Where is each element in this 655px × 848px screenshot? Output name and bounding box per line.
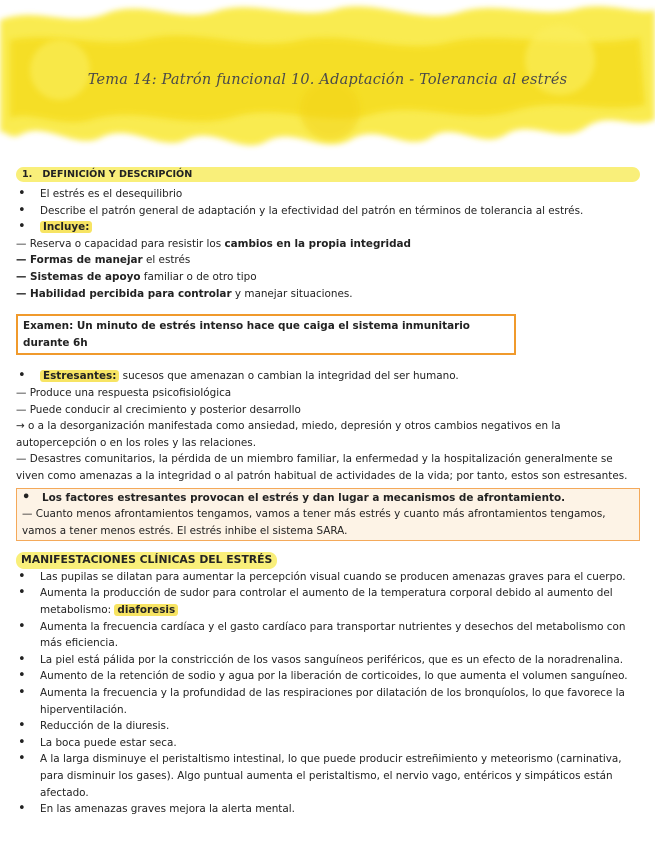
estresantes-label: Estresantes:: [40, 370, 119, 382]
list-item: [16, 219, 640, 236]
section-title: DEFINICIÓN Y DESCRIPCIÓN: [42, 169, 193, 180]
include-bold: — Formas de manejar: [16, 254, 143, 267]
list-item: • La piel está pálida por la constricción de los vasos sanguíneos periféricos, que es un efecto de la noradrenalina.: [16, 652, 640, 669]
section-heading-definicion: [16, 167, 640, 182]
factors-bullet: • Los factores estresantes provocan el estrés y dan lugar a mecanismos de afrontamiento.: [22, 490, 634, 507]
include-line: [16, 236, 640, 253]
list-item: • Las pupilas se dilatan para aumentar la percepción visual cuando se producen amenazas graves para el cuerpo.: [16, 569, 640, 586]
list-item: • A la larga disminuye el peristaltismo intestinal, lo que puede producir estreñimiento y meteorismo (carninativa, para disminuir los gases). Algo puntual aumenta el peristaltismo, el nervio vago, entéricos y simpáticos están afectado.: [16, 751, 640, 801]
list-item: • Aumento de la retención de sodio y agua por la liberación de corticoides, lo que aumenta el volumen sanguíneo.: [16, 668, 640, 685]
include-text: y manejar situaciones.: [231, 287, 353, 300]
include-line: [16, 269, 640, 286]
factors-text: — Cuanto menos afrontamientos tengamos, vamos a tener más estrés y cuanto más afrontamientos tengamos, vamos a tener menos estrés. El estrés inhibe el sistema SARA.: [22, 508, 606, 537]
stressor-line: — Desastres comunitarios, la pérdida de un miembro familiar, la enfermedad y la hospitalización generalmente se viven como amenazas a la integridad o al patrón habitual de actividades de la vida; por tanto, estos son estresantes.: [16, 453, 628, 482]
include-bold: cambios en la propia integridad: [224, 237, 411, 250]
list-item: • El estrés es el desequilibrio: [16, 186, 640, 203]
include-bold: — Habilidad percibida para controlar: [16, 287, 232, 300]
list-item: • La boca puede estar seca.: [16, 735, 640, 752]
watercolor-header: [0, 0, 655, 160]
stressor-line: → o a la desorganización manifestada como ansiedad, miedo, depresión y otros cambios negativos en la autopercepción o en los roles y las relaciones.: [16, 420, 561, 449]
exam-note-box: Examen: Un minuto de estrés intenso hace que caiga el sistema inmunitario durante 6h: [16, 314, 516, 355]
diaforesis-highlight: diaforesis: [114, 604, 178, 616]
list-item: • En las amenazas graves mejora la alerta mental.: [16, 801, 640, 818]
list-item: • Reducción de la diuresis.: [16, 718, 640, 735]
list-item: [16, 585, 640, 618]
page-title: Tema 14: Patrón funcional 10. Adaptación - Tolerancia al estrés: [87, 72, 568, 88]
list-item: • Aumenta la frecuencia y la profundidad de las respiraciones por dilatación de los bronquíolos, lo que favorece la hiperventilación.: [16, 685, 640, 718]
stressor-line: — Produce una respuesta psicofisiológica: [16, 386, 232, 399]
stress-factors-box: [16, 488, 640, 542]
include-line: [16, 252, 640, 269]
include-text: familiar o de otro tipo: [140, 270, 257, 283]
section-number: 1.: [22, 169, 33, 180]
include-text: — Reserva o capacidad para resistir los: [16, 237, 225, 250]
document-body: [16, 167, 640, 818]
definition-list: [16, 186, 640, 236]
include-bold: — Sistemas de apoyo: [16, 270, 141, 283]
stressor-line: — Puede conducir al crecimiento y posterior desarrollo: [16, 403, 301, 416]
item-text: Aumenta la producción de sudor para controlar el aumento de la temperatura corporal debido al aumento del metabolismo:: [40, 587, 613, 617]
manifestations-list: [16, 569, 640, 818]
list-item: [16, 368, 640, 385]
estresantes-desc: sucesos que amenazan o cambian la integridad del ser humano.: [119, 370, 459, 383]
include-line: [16, 286, 640, 303]
manifestaciones-heading: MANIFESTACIONES CLÍNICAS DEL ESTRÉS: [16, 552, 277, 569]
incluye-label: Incluye:: [40, 221, 92, 233]
list-item: • Aumenta la frecuencia cardíaca y el gasto cardíaco para transportar nutrientes y desechos del metabolismo con más eficiencia.: [16, 619, 640, 652]
stressors-list: [16, 368, 640, 385]
list-item: • Describe el patrón general de adaptación y la efectividad del patrón en términos de tolerancia al estrés.: [16, 203, 640, 220]
include-text: el estrés: [142, 254, 191, 267]
